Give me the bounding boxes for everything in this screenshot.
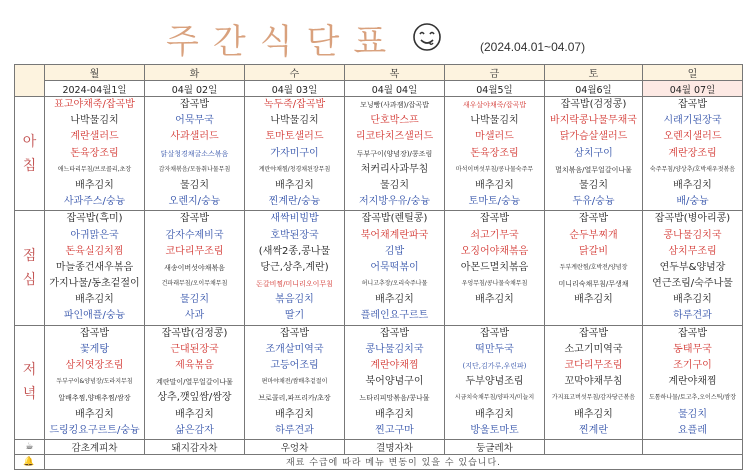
menu-item: 물김치 xyxy=(678,408,707,420)
menu-item: 우엉무침/콩나물숙채무침 xyxy=(461,280,528,288)
weekday-fri: 금 xyxy=(445,65,545,81)
menu-item: 물김치 xyxy=(380,179,409,191)
menu-item: 북어양념구이 xyxy=(365,376,424,388)
date-sat: 04월6일 xyxy=(545,81,643,97)
menu-cell-tue xyxy=(145,211,245,325)
menu-item: 고등어조림 xyxy=(270,360,319,371)
date-tue: 04월 02일 xyxy=(145,81,245,97)
snack-wed: 우엉차 xyxy=(245,439,345,454)
menu-item: 조개살미역국 xyxy=(265,343,324,355)
menu-item: 잡곡밥(검정콩) xyxy=(560,99,627,110)
menu-item: 감자수제비국 xyxy=(165,229,224,241)
menu-item: 계란장조림 xyxy=(668,147,717,159)
menu-item: 물김치 xyxy=(180,294,209,306)
menu-cell-wed xyxy=(245,211,345,325)
menu-item: 편마야채전/쌈배추겉절이 xyxy=(261,378,328,386)
menu-item: 배추김치 xyxy=(673,294,712,306)
snack-tue: 돼지감자차 xyxy=(145,439,245,454)
menu-item: 계란말이/열무얼갈이나물 xyxy=(156,378,233,387)
menu-item: 토마토/숭늉 xyxy=(468,196,521,208)
weekday-mon: 월 xyxy=(45,65,145,81)
menu-item: 잡곡밥 xyxy=(579,327,608,339)
menu-item: 콩나물김치국 xyxy=(365,343,424,355)
menu-item: 쇠고기무국 xyxy=(470,229,519,241)
menu-item: 딸기 xyxy=(284,310,305,322)
menu-item: 마늘종건새우볶음 xyxy=(55,261,134,273)
menu-item: 하루견과 xyxy=(275,424,314,436)
snack-fri: 둥글레차 xyxy=(445,439,545,454)
menu-item: 미니리숙채무침/무생채 xyxy=(558,280,629,289)
menu-item: 삼치무조림 xyxy=(668,245,717,257)
menu-item: 도톰하나물/토고추,오이스틱/쌈장 xyxy=(648,394,737,402)
menu-item: 바지락콩나물무채국 xyxy=(550,115,637,127)
menu-item: 돈갈비찜/미니리오이무침 xyxy=(256,280,333,289)
meal-label: 저 녁 xyxy=(15,325,45,439)
menu-cell-thu xyxy=(345,325,445,439)
menu-item: 잡곡밥 xyxy=(180,99,209,110)
snack-mon: 감초계피차 xyxy=(45,439,145,454)
menu-item: 저지방우유/숭늉 xyxy=(359,196,430,208)
menu-cell-mon xyxy=(45,97,145,211)
menu-item: 배추김치 xyxy=(375,408,414,420)
menu-item: 잡곡밥 xyxy=(180,213,209,225)
menu-item: 찐계란 xyxy=(579,424,608,436)
menu-item: 사과 xyxy=(184,310,205,322)
menu-item: 배추김치 xyxy=(75,408,114,420)
menu-cell-sat xyxy=(545,97,643,211)
menu-item: 돈육장조림 xyxy=(70,147,119,159)
menu-item: 소고기미역국 xyxy=(564,343,623,355)
menu-item: 하루견과 xyxy=(673,310,712,322)
menu-item: 닭갈비 xyxy=(579,245,608,257)
menu-item: 브로콜리,파프리카/초장 xyxy=(258,394,331,403)
menu-item: 배추김치 xyxy=(673,179,712,191)
menu-cell-sat xyxy=(545,325,643,439)
menu-item: 새싹비빔밥 xyxy=(270,213,319,225)
menu-item: 새우살야채죽/잡곡밥 xyxy=(462,101,527,109)
menu-item: 코다리무조림 xyxy=(564,360,623,371)
menu-item: 볶음김치 xyxy=(275,294,314,306)
menu-item: 드링킹요구르트/숭늉 xyxy=(49,424,140,436)
menu-item: 계란샐러드 xyxy=(70,131,119,143)
menu-item: 잡곡밥 xyxy=(380,327,409,339)
menu-item: 잡곡밥 xyxy=(80,327,109,339)
menu-item: 배추김치 xyxy=(475,179,514,191)
menu-item: 근대된장국 xyxy=(170,343,219,355)
menu-cell-fri xyxy=(445,325,545,439)
menu-cell-tue xyxy=(145,325,245,439)
menu-item xyxy=(545,308,642,324)
menu-item: 시금치숙채무침/양파지/미늘지 xyxy=(454,394,535,402)
menu-item: 순두부찌개 xyxy=(569,229,618,241)
weekly-menu-table xyxy=(14,64,743,470)
menu-item: 건파래무침/오이무채무침 xyxy=(161,280,228,288)
menu-item: 꼬막야채무침 xyxy=(564,376,623,388)
menu-cell-sun xyxy=(643,97,743,211)
menu-cell-wed xyxy=(245,97,345,211)
menu-item: 김밥 xyxy=(384,245,405,257)
menu-item: 가자미구이 xyxy=(270,147,319,159)
menu-cell-sun xyxy=(643,325,743,439)
menu-item: 오렌지/숭늉 xyxy=(168,196,221,208)
date-sun: 04월 07일 xyxy=(643,81,743,97)
menu-item: 처커리사과무침 xyxy=(360,163,429,175)
menu-item: 잡곡밥 xyxy=(480,213,509,225)
meal-row-1 xyxy=(15,211,743,325)
menu-item: 가지표고버섯무침/감자당근볶음 xyxy=(551,394,636,402)
meal-row-0 xyxy=(15,97,743,211)
menu-item: 배/숭늉 xyxy=(676,196,709,208)
menu-item: 마샐러드 xyxy=(475,131,514,143)
corner-cell xyxy=(15,65,45,97)
menu-item: 단호박스프 xyxy=(370,115,419,127)
date-wed: 04월 03일 xyxy=(245,81,345,97)
menu-cell-thu xyxy=(345,97,445,211)
menu-item: 나박물김치 xyxy=(270,115,319,127)
menu-item: 돈육장조림 xyxy=(470,147,519,159)
menu-item: 계란야채찜 xyxy=(370,360,419,371)
menu-item: 잡곡밥(검정콩) xyxy=(161,327,228,339)
snack-sat xyxy=(545,439,643,454)
menu-item: 두부양념조림 xyxy=(465,376,524,388)
snack-thu: 결명자차 xyxy=(345,439,445,454)
menu-item: 코다리무조림 xyxy=(165,245,224,257)
menu-item: 떡만두국 xyxy=(475,343,514,355)
menu-item: 허니고추장/오리숙주나물 xyxy=(361,280,428,288)
menu-item: 요플레 xyxy=(678,424,707,436)
menu-item: 잡곡밥 xyxy=(678,99,707,110)
menu-item: 리코타치즈샐러드 xyxy=(355,131,434,143)
menu-item: 닭가슴살샐러드 xyxy=(559,131,628,143)
date-mon: 2024-04월1일 xyxy=(45,81,145,97)
menu-item: 배추김치 xyxy=(75,294,114,306)
menu-item: 삶은감자 xyxy=(175,424,214,436)
menu-item: 파인애플/숭늉 xyxy=(63,310,126,322)
menu-cell-sat xyxy=(545,211,643,325)
menu-item: 삼치엿장조림 xyxy=(65,360,124,371)
menu-item: 돈육실김치찜 xyxy=(65,245,124,257)
menu-item: 나박물김치 xyxy=(470,115,519,127)
menu-item: 상추,깻잎쌈/쌈장 xyxy=(157,392,232,404)
menu-item: 어묵떡볶이 xyxy=(370,261,419,273)
menu-item: 애느타리무침/브로콜리,초장 xyxy=(57,165,132,173)
menu-cell-tue xyxy=(145,97,245,211)
menu-item: 찐고구마 xyxy=(375,424,414,436)
menu-item: 배추김치 xyxy=(275,408,314,420)
menu-item: 연근조림/숙주나물 xyxy=(652,278,733,290)
menu-item: 플레인요구르트 xyxy=(360,310,429,322)
menu-item: 느타리피망볶음/콩나물 xyxy=(359,394,430,403)
menu-item: 아몬드멸치볶음 xyxy=(460,261,529,273)
menu-item: (새싹2종,콩나물 xyxy=(258,245,331,257)
menu-item: 계란야채찜/청경채된장무침 xyxy=(258,165,331,173)
menu-item: (지단,김가루,우린파) xyxy=(462,362,527,370)
meal-row-2 xyxy=(15,325,743,439)
menu-item: 배추김치 xyxy=(275,179,314,191)
menu-item: 나박물김치 xyxy=(70,115,119,127)
menu-item: 시래기된장국 xyxy=(663,115,722,127)
date-fri: 04월5일 xyxy=(445,81,545,97)
menu-item: 물김치 xyxy=(579,179,608,191)
menu-cell-fri xyxy=(445,97,545,211)
menu-cell-mon xyxy=(45,325,145,439)
menu-item: 방울토마토 xyxy=(470,424,519,436)
menu-item: 가지나물/동초겉절이 xyxy=(49,278,140,290)
menu-item: 잡곡밥 xyxy=(678,327,707,339)
menu-item: 새송이버섯야채볶음 xyxy=(164,263,225,272)
snack-sun xyxy=(643,439,743,454)
weekday-header-row xyxy=(15,65,743,81)
menu-item: 조기구이 xyxy=(673,360,712,371)
menu-item: 배추김치 xyxy=(175,408,214,420)
menu-item: 멸치볶음/열무얼갈이나물 xyxy=(555,165,632,174)
menu-item: 오렌지샐러드 xyxy=(663,131,722,143)
menu-item: 사과샐러드 xyxy=(170,131,219,143)
menu-item: 오징어야채볶음 xyxy=(460,245,529,257)
menu-item: 마석이버섯부침/콩나물숙주무 xyxy=(455,165,534,173)
bell-icon: 🔔 xyxy=(15,454,45,469)
snack-row xyxy=(15,439,743,454)
menu-item: 배추김치 xyxy=(574,294,613,306)
date-thu: 04월 04일 xyxy=(345,81,445,97)
menu-item: 두부계란찜/호박전/양념장 xyxy=(559,263,628,271)
menu-item: 배추김치 xyxy=(475,294,514,306)
menu-item: 북어채계란파국 xyxy=(360,229,429,241)
menu-cell-thu xyxy=(345,211,445,325)
menu-item: 호박된장국 xyxy=(270,229,319,241)
menu-item: 물김치 xyxy=(180,179,209,191)
menu-item: 닭살청경채굴소스볶음 xyxy=(160,149,229,158)
cup-icon: ☕ xyxy=(15,439,45,454)
menu-cell-sun xyxy=(643,211,743,325)
weekday-wed: 수 xyxy=(245,65,345,81)
notice-text: 재료 수급에 따라 메뉴 변동이 있을 수 있습니다. xyxy=(45,454,743,469)
menu-item: 배추김치 xyxy=(475,408,514,420)
weekday-sat: 토 xyxy=(545,65,643,81)
menu-item: 잡곡밥 xyxy=(480,327,509,339)
yum-face-icon xyxy=(412,22,442,52)
menu-cell-fri xyxy=(445,211,545,325)
menu-item: 표고야채죽/잡곡밥 xyxy=(54,99,135,110)
menu-item: 동태무국 xyxy=(673,343,712,355)
menu-item: 두유/숭늉 xyxy=(572,196,615,208)
menu-item: 삼치구이 xyxy=(574,147,613,159)
date-range: (2024.04.01~04.07) xyxy=(480,40,586,54)
menu-item: 녹두죽/잡곡밥 xyxy=(263,99,326,110)
menu-item: 당근,상추,계란) xyxy=(260,261,329,273)
weekday-tue: 화 xyxy=(145,65,245,81)
menu-item: 제육볶음 xyxy=(175,360,214,371)
menu-item: 감자채볶음/모듬취나물무침 xyxy=(158,165,231,173)
menu-item: 어묵무국 xyxy=(175,115,214,127)
menu-item: 연두부&양념장 xyxy=(659,261,726,273)
menu-item: 잡곡밥(렌틸콩) xyxy=(361,213,428,225)
menu-item: 잡곡밥(흑미) xyxy=(66,213,123,225)
menu-item: 콩나물김치국 xyxy=(663,229,722,241)
menu-item: 잡곡밥 xyxy=(280,327,309,339)
weekday-sun: 일 xyxy=(643,65,743,81)
menu-item: 계란야채찜 xyxy=(668,376,717,388)
weekday-thu: 목 xyxy=(345,65,445,81)
notice-row xyxy=(15,454,743,469)
menu-item: 배추김치 xyxy=(375,294,414,306)
menu-item: 두부구이&양념장/도라지무침 xyxy=(56,378,133,386)
menu-item: 꽃게탕 xyxy=(80,343,109,355)
menu-item: 모닝빵(사과잼)/잡곡밥 xyxy=(360,101,429,109)
page-title: 주간식단표 xyxy=(166,22,401,62)
menu-item: 사과주스/숭늉 xyxy=(63,196,126,208)
menu-item: 배추김치 xyxy=(574,408,613,420)
menu-item: 토마토샐러드 xyxy=(265,131,324,143)
menu-item xyxy=(445,308,544,324)
meal-label: 아 침 xyxy=(15,97,45,211)
menu-cell-mon xyxy=(45,211,145,325)
meal-label: 점 심 xyxy=(15,211,45,325)
menu-item: 잡곡밥 xyxy=(579,213,608,225)
menu-item: 배추김치 xyxy=(75,179,114,191)
menu-cell-wed xyxy=(245,325,345,439)
menu-item: 알배추찜,양배추찜/쌈장 xyxy=(58,394,131,403)
date-row xyxy=(15,81,743,97)
menu-item: 두부구이(양념장)/콩조림 xyxy=(356,149,433,158)
menu-item: 찐계란/숭늉 xyxy=(268,196,321,208)
menu-item: 숙주무침/양상추/호박새우젓볶음 xyxy=(649,165,736,173)
menu-item: 아귀맑은국 xyxy=(70,229,119,241)
menu-item: 잡곡밥(병아리콩) xyxy=(654,213,731,225)
